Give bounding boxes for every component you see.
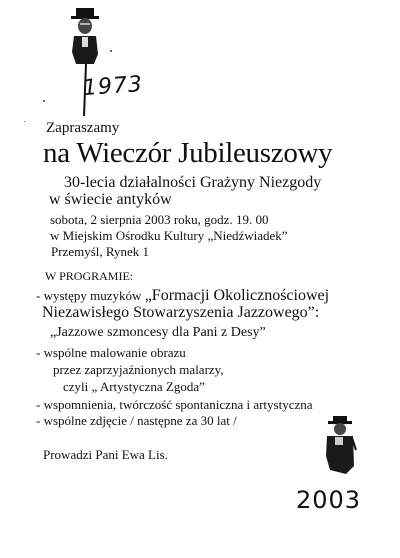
program-heading: W PROGRAMIE:	[45, 269, 134, 283]
program-item-3: - wspomnienia, twórczość spontaniczna i artystyczna	[36, 397, 313, 412]
invitation-title: na Wieczór Jubileuszowy	[43, 137, 333, 169]
program-item-1-name-cont: Niezawisłego Stowarzyszenia Jazzowego”:	[42, 304, 320, 321]
invitation-subtitle-line1: 30-lecia działalności Grażyny Niezgody	[64, 174, 322, 191]
speck	[110, 50, 112, 52]
speck	[24, 121, 25, 122]
year-2003: 2003	[296, 486, 362, 514]
event-address: Przemyśl, Rynek 1	[51, 244, 150, 259]
event-date: sobota, 2 sierpnia 2003 roku, godz. 19. 00	[50, 212, 269, 227]
program-item-1-song: „Jazzowe szmoncesy dla Pani z Desy”	[50, 325, 266, 340]
man-figure-2003-illustration	[322, 408, 360, 480]
invitation-subtitle-line2: w świecie antyków	[49, 191, 172, 208]
program-item-2-line3: czyli „ Artystyczna Zgoda”	[63, 379, 205, 394]
program-item-1-prefix: - występy muzyków	[36, 288, 145, 303]
year-1973: 1973	[82, 71, 144, 102]
speck	[43, 100, 45, 102]
program-item-4: - wspólne zdjęcie / następne za 30 lat /	[36, 413, 237, 428]
program-item-2-line2: przez zaprzyjaźnionych malarzy,	[53, 362, 224, 377]
host-line: Prowadzi Pani Ewa Lis.	[43, 447, 168, 462]
program-item-2: - wspólne malowanie obrazu	[36, 345, 186, 360]
program-item-1-name: „Formacji Okolicznościowej	[144, 287, 330, 304]
invitation-intro: Zapraszamy	[46, 120, 120, 136]
program-item-1	[36, 287, 329, 305]
event-venue: w Miejskim Ośrodku Kultury „Niedźwiadek”	[50, 228, 288, 243]
